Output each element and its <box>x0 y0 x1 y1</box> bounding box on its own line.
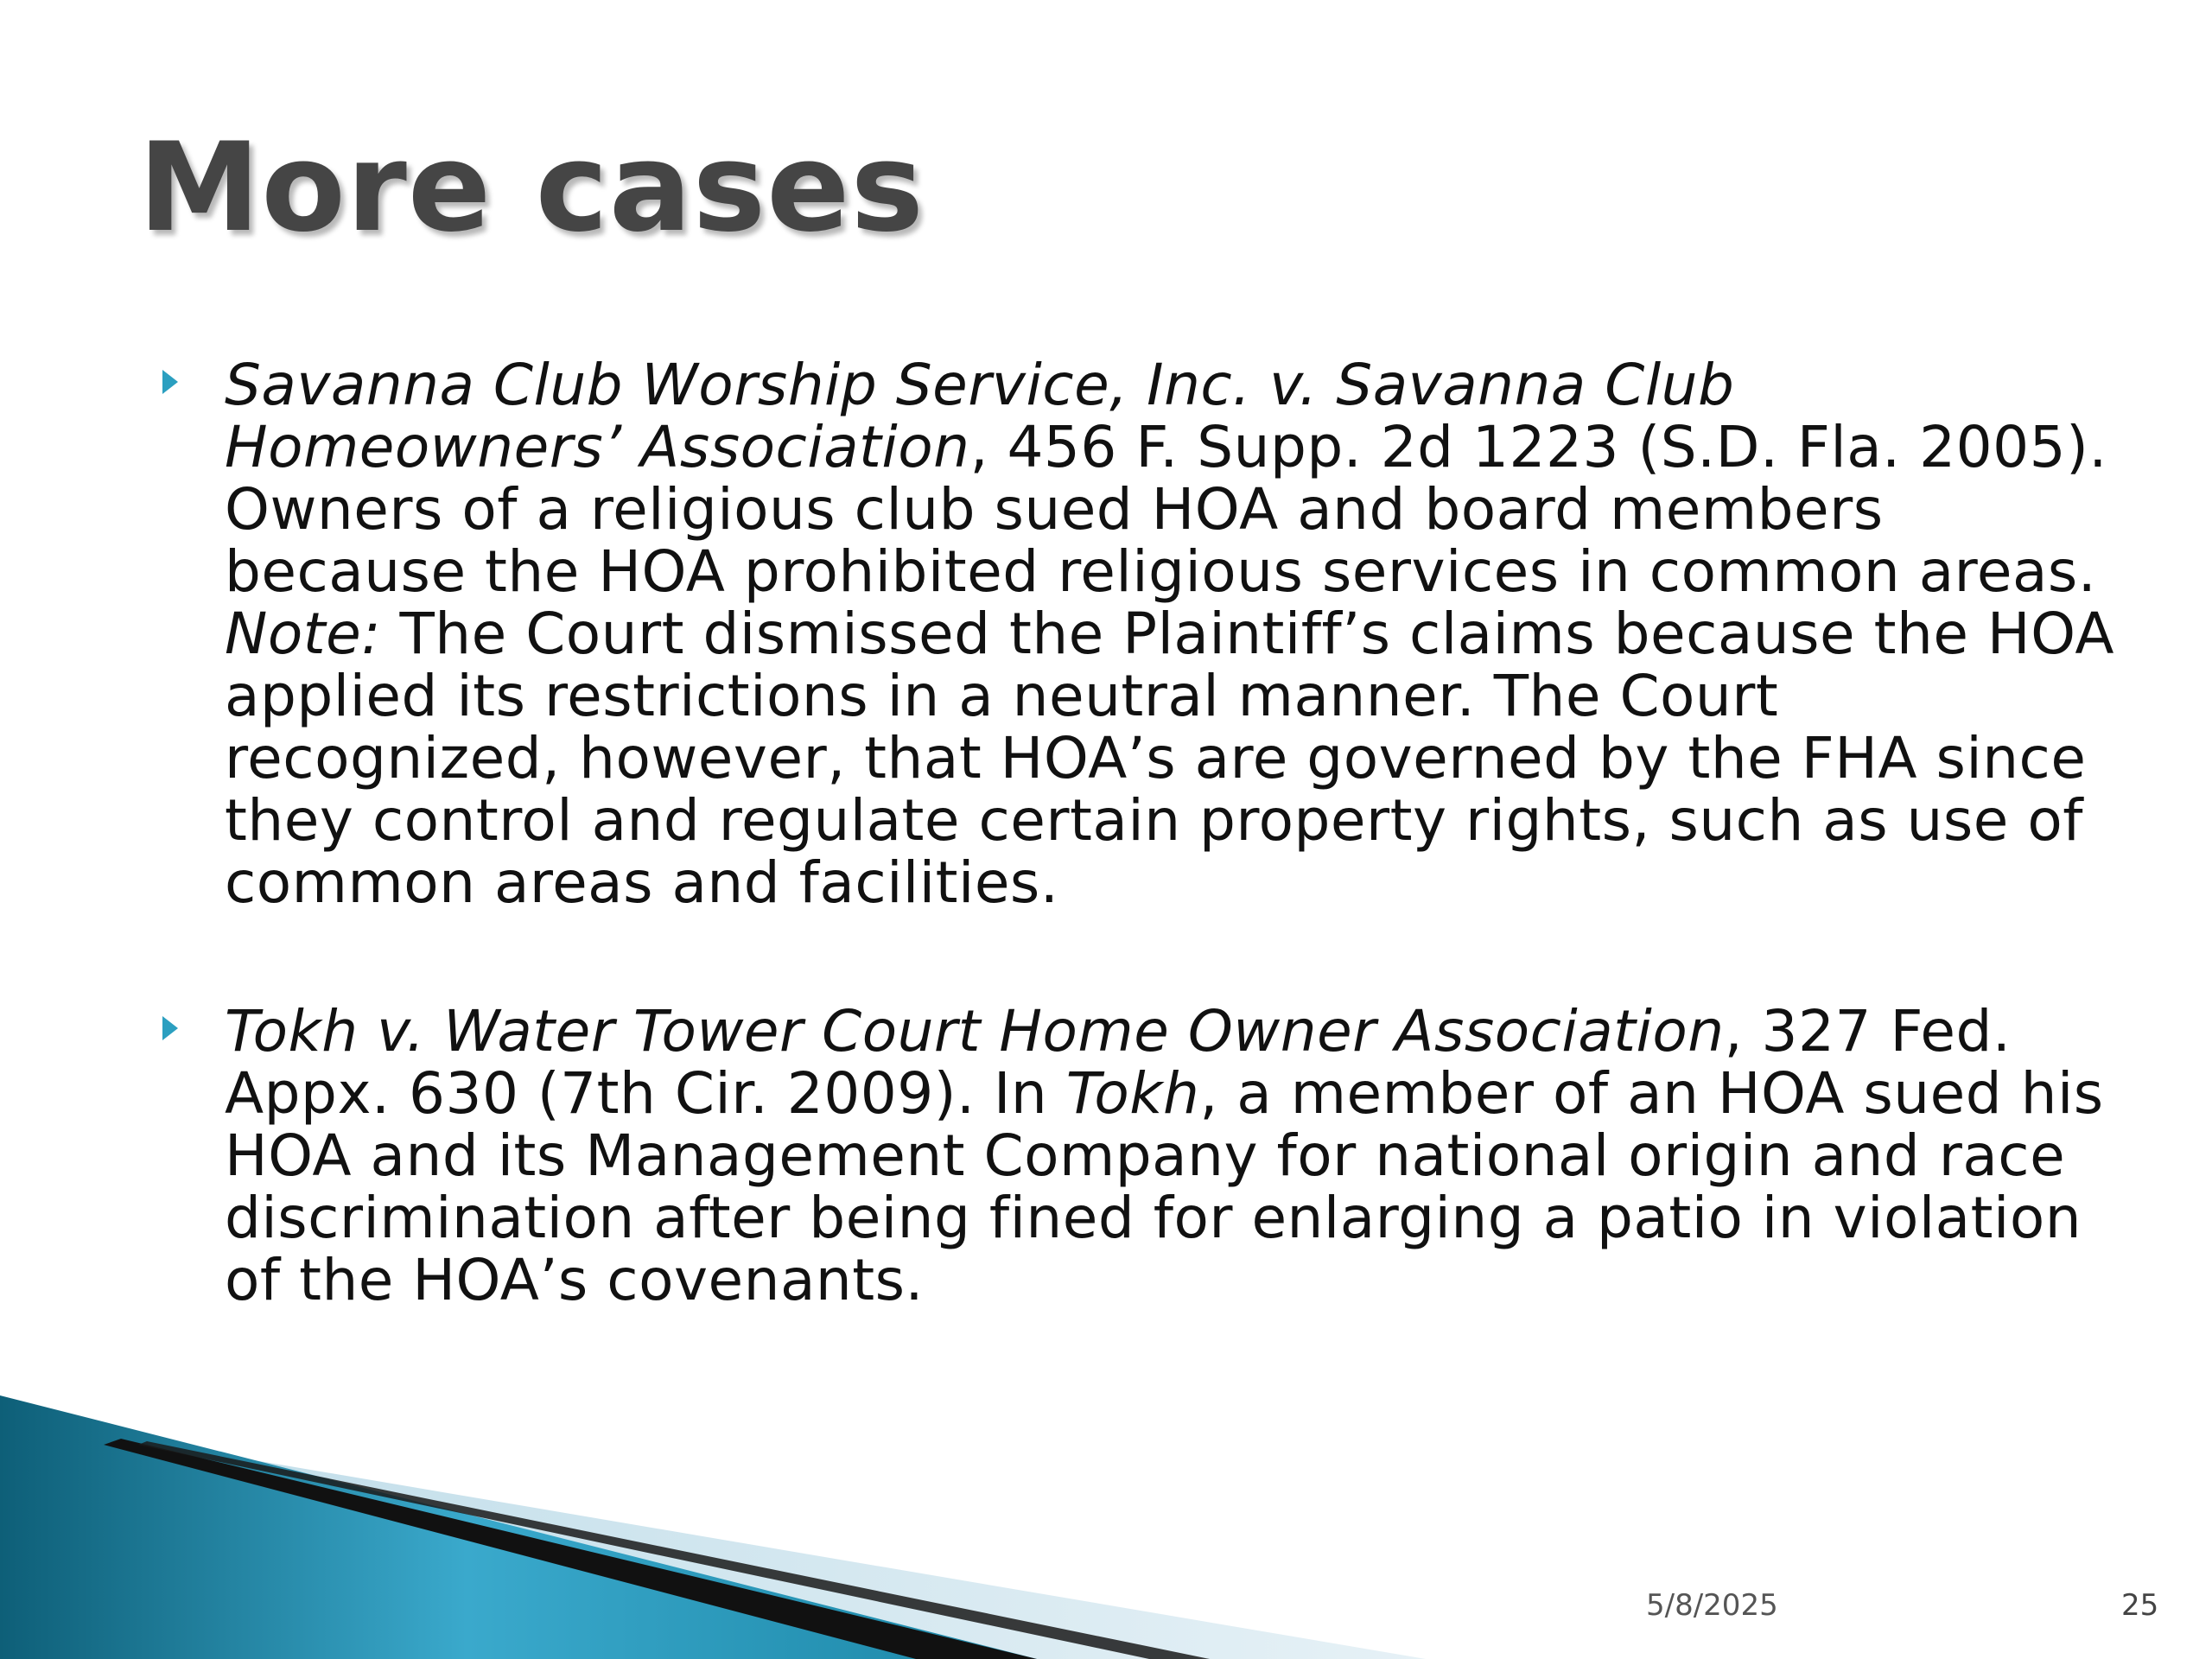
slide-title: More cases <box>138 117 925 259</box>
citation-text: , 327 Fed. Appx. 630 (7th Cir. 2009). In <box>225 998 2012 1127</box>
dark-stripe-shape <box>104 1439 1037 1659</box>
triangle-bullet-icon <box>162 370 178 394</box>
short-cite: Tokh <box>1065 1060 1200 1127</box>
slide-number: 25 <box>2121 1588 2159 1623</box>
footer-date: 5/8/2025 <box>1646 1588 1778 1623</box>
bullet-item-tokh <box>138 998 2126 1313</box>
note-text: The Court dismissed the Plaintiff’s claims because the HOA applied its restrictions in a neutral manner. The Court recognized, however, that HOA’s are governed by the FHA since they control and regulate certain property rights, such as use of common areas and facilities. <box>225 601 2115 916</box>
teal-wedge-shape <box>0 1395 1037 1659</box>
dark-stripe-thin-shape <box>138 1441 1210 1659</box>
bullet-item-savanna-club <box>138 354 2126 914</box>
case-name: Tokh v. Water Tower Court Home Owner Association <box>225 998 1725 1065</box>
case-description: , a member of an HOA sued his HOA and its Management Company for national origin and race discrimination after being fined for enlarging a patio in violation of the HOA’s covenants. <box>225 1060 2104 1313</box>
case-name: Savanna Club Worship Service, Inc. v. Savanna Club Homeowners’ Association <box>225 352 1735 480</box>
triangle-bullet-icon <box>162 1016 178 1040</box>
light-swoosh-shape <box>0 1417 1426 1659</box>
bullet-list <box>138 354 2126 1312</box>
note-label: Note: <box>225 601 381 667</box>
citation-text: , 456 F. Supp. 2d 1223 (S.D. Fla. 2005). Owners of a religious club sued HOA and board members because the HOA prohibited religious services in common areas. <box>225 414 2107 605</box>
